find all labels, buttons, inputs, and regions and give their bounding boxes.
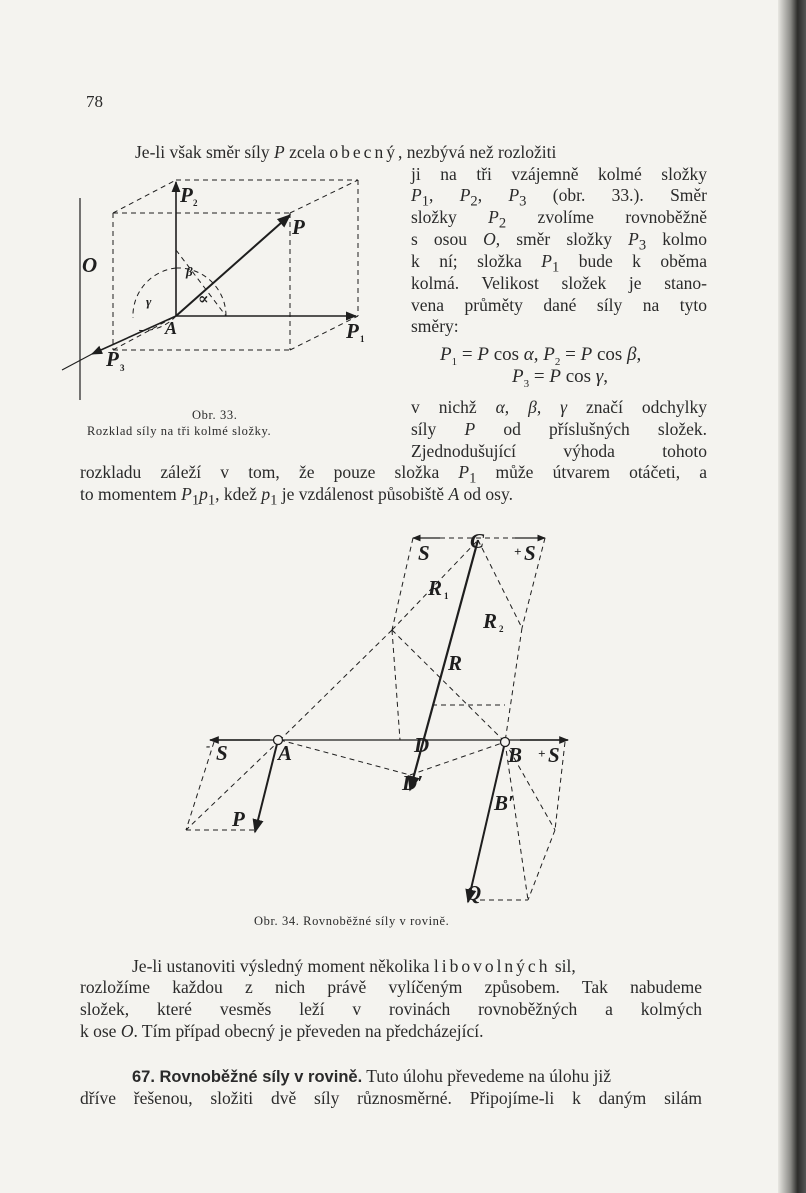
construction-dashed-lines xyxy=(186,538,565,900)
fig34-label-r2-sub: 2 xyxy=(499,624,504,634)
page-number: 78 xyxy=(86,92,103,111)
fig34-label-dprime: D′ xyxy=(402,771,424,795)
vector-q xyxy=(468,742,505,902)
fig33-label-p: P xyxy=(292,215,305,239)
para2-line4: k ose O. Tím případ obecný je převeden na předcházející. xyxy=(80,1021,484,1041)
para1-line3: $P_1$, $P_2$, $P_3$ (obr. 33.). Směr xyxy=(411,185,708,210)
fig34-label-minus-left: - xyxy=(206,738,211,753)
fig33-label-p1-sub: 1 xyxy=(360,334,365,344)
para1-line4: složky $P_2$ zvolíme rovnoběžně xyxy=(411,207,707,232)
fig33-caption-text: Rozklad síly na tři kolmé složky. xyxy=(87,424,272,438)
box-dashed-edges xyxy=(113,180,358,350)
axis-p3-extension xyxy=(62,354,92,370)
para1-line5: s osou O, směr složky $P_3$ kolmo xyxy=(411,229,707,254)
formula-line2: $P_3 = P$ cos γ, xyxy=(512,366,609,390)
fig34-label-a: A xyxy=(278,741,293,765)
fig34-label-s-top-right: S xyxy=(524,541,536,565)
para1-line1: Je-li však směr síly P zcela obecný, nezbývá než rozložiti xyxy=(135,142,557,162)
fig34-label-s-right: S xyxy=(548,743,560,767)
para1-line10: v nichž α, β, γ značí odchylky xyxy=(411,397,708,417)
vector-p xyxy=(255,740,278,832)
fig34-label-q: Q xyxy=(466,881,482,905)
fig34-label-r1-sub: 1 xyxy=(444,591,449,601)
section-67-heading: 67. Rovnoběžné síly v rovině. xyxy=(132,1068,363,1086)
fig33-label-p3-sub: 3 xyxy=(120,363,125,373)
fig34-caption: Obr. 34. Rovnoběžné síly v rovině. xyxy=(254,914,450,928)
para1-line6: k ní; složka $P_1$ bude k oběma xyxy=(411,251,708,276)
para1-line9: směry: xyxy=(411,316,459,336)
fig34-label-r2: R xyxy=(483,609,498,633)
vector-p3 xyxy=(92,316,176,354)
para1-line12: Zjednodušující výhoda tohoto xyxy=(411,441,707,461)
figure-33 xyxy=(55,165,385,405)
fig33-label-a: A xyxy=(165,318,178,338)
fig34-label-plus-right: + xyxy=(538,746,546,761)
fig33-label-p2: P xyxy=(180,183,193,207)
para1-line13: rozkladu záleží v tom, že pouze složka $P_1$ může útvarem otáčeti, a xyxy=(80,462,707,487)
section-67-line1: 67. Rovnoběžné síly v rovině. Tuto úlohu převedeme na úlohu již xyxy=(132,1066,612,1086)
para2-line3: složek, které vesměs leží v rovinách rovnoběžných a kolmých xyxy=(80,999,702,1019)
para1-line7: kolmá. Velikost složek je stano- xyxy=(411,273,707,293)
fig33-label-p2-sub: 2 xyxy=(193,198,198,208)
fig33-label-alpha: ∝ xyxy=(198,291,209,308)
fig34-label-c: C xyxy=(470,529,485,553)
formula-line1: $P_1 = P$ cos α, $P_2 = P$ cos β, xyxy=(440,344,642,368)
para1-line14: to momentem $P_1p_1$, kdež $p_1$ je vzdálenost působiště A od osy. xyxy=(80,484,513,509)
figure-34 xyxy=(175,525,595,915)
para1-line2: ji na tři vzájemně kolmé složky xyxy=(411,164,707,184)
fig33-caption-number: Obr. 33. xyxy=(192,408,238,422)
fig34-label-b: B xyxy=(508,743,523,767)
para1-line11: síly P od příslušných složek. xyxy=(411,419,707,439)
fig33-label-p3: P xyxy=(106,347,119,371)
fig34-label-s-top-left: S xyxy=(418,541,430,565)
vector-p xyxy=(176,215,290,316)
fig33-label-gamma: γ xyxy=(146,294,152,309)
fig33-label-p1: P xyxy=(346,319,359,343)
section-67-line2: dříve řešenou, složiti dvě síly různosměrné. Připojíme-li k daným silám xyxy=(80,1088,702,1108)
fig34-label-bprime: B′ xyxy=(494,791,514,815)
fig34-label-r: R xyxy=(448,651,463,675)
fig34-label-s-left: S xyxy=(216,741,228,765)
fig34-label-r1: R xyxy=(428,576,443,600)
page-edge-shadow xyxy=(778,0,806,1193)
para2-line1: Je-li ustanoviti výsledný moment několika libovolných sil, xyxy=(132,956,576,976)
para2-line2: rozložíme každou z nich právě vylíčeným způsobem. Tak nabudeme xyxy=(80,977,702,997)
fig34-label-p: P xyxy=(232,807,245,831)
fig34-label-plus-top: + xyxy=(514,544,522,559)
fig33-label-o: O xyxy=(82,253,98,277)
para1-line8: vena průměty dané síly na tyto xyxy=(411,295,707,315)
fig33-label-beta: β xyxy=(186,264,193,279)
fig34-label-d: D xyxy=(414,733,430,757)
